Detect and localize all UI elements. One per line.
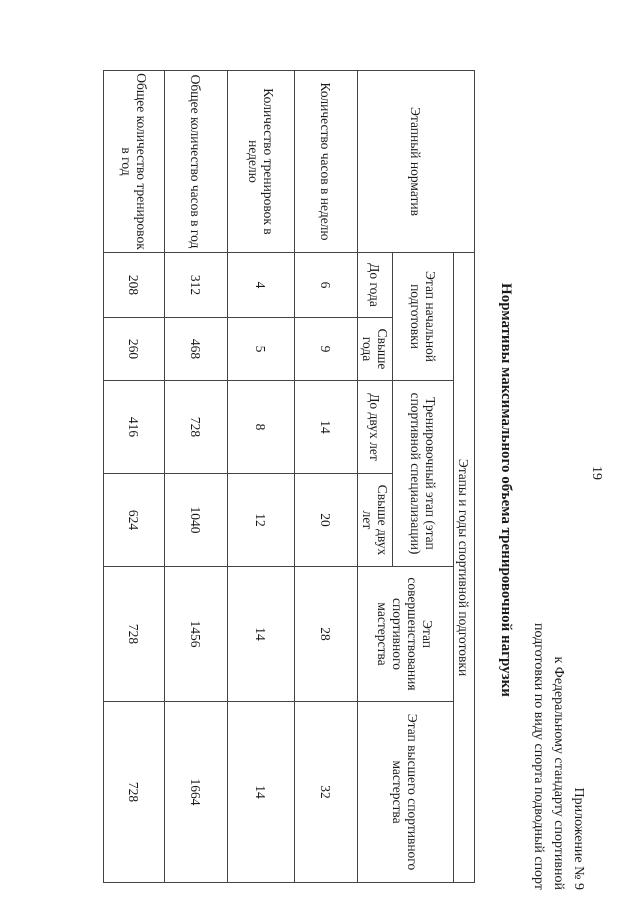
stage-higher: Этап высшего спортивного мастерства xyxy=(358,702,454,883)
table-cell: 28 xyxy=(295,567,358,702)
table-cell: 468 xyxy=(165,318,228,381)
table-row xyxy=(165,71,228,883)
table-cell: 1664 xyxy=(165,702,228,883)
sub-initial-over: Свыше года xyxy=(358,318,393,381)
table-cell: 14 xyxy=(228,702,295,883)
table-cell: 20 xyxy=(295,474,358,567)
table-cell: 14 xyxy=(228,567,295,702)
table-row xyxy=(104,71,165,883)
table-cell: 1040 xyxy=(165,474,228,567)
table-cell: 208 xyxy=(104,253,165,318)
stage-improvement: Этап совершенствования спортивного мастерства xyxy=(358,567,454,702)
header-row-1 xyxy=(454,71,475,883)
table-cell: 5 xyxy=(228,318,295,381)
table-cell: 728 xyxy=(165,381,228,474)
stage-training: Тренировочный этап (этап спортивной специализации) xyxy=(393,381,454,567)
table-cell: 6 xyxy=(295,253,358,318)
norms-table xyxy=(103,70,475,883)
table-cell: 260 xyxy=(104,318,165,381)
corner-header: Этапный норматив xyxy=(358,71,475,253)
group-header: Этапы и годы спортивной подготовки xyxy=(454,253,475,883)
sub-training-upto: До двух лет xyxy=(358,381,393,474)
page-number: 19 xyxy=(589,466,604,480)
table-cell: 32 xyxy=(295,702,358,883)
appendix-line-3: подготовки по виду спорта подводный спорт xyxy=(531,623,546,890)
row-label-trainings-year: Общее количество тренировок в год xyxy=(104,71,165,253)
sub-training-over: Свыше двух лет xyxy=(358,474,393,567)
sub-initial-upto: До года xyxy=(358,253,393,318)
table-cell: 14 xyxy=(295,381,358,474)
table-cell: 312 xyxy=(165,253,228,318)
table-cell: 4 xyxy=(228,253,295,318)
appendix-line-2: к Федеральному стандарту спортивной xyxy=(551,656,566,890)
table-cell: 416 xyxy=(104,381,165,474)
document-title: Нормативы максимального объема тренировочной нагрузки xyxy=(498,283,514,697)
stage-initial: Этап начальной подготовки xyxy=(393,253,454,381)
table-cell: 9 xyxy=(295,318,358,381)
table-cell: 624 xyxy=(104,474,165,567)
table-cell: 728 xyxy=(104,567,165,702)
table-row xyxy=(228,71,295,883)
table-row xyxy=(295,71,358,883)
row-label-hours-week: Количество часов в неделю xyxy=(295,71,358,253)
table-cell: 12 xyxy=(228,474,295,567)
row-label-trainings-week: Количество тренировок в неделю xyxy=(228,71,295,253)
table-cell: 728 xyxy=(104,702,165,883)
norms-table-container xyxy=(103,70,475,882)
row-label-hours-year: Общее количество часов в год xyxy=(165,71,228,253)
table-cell: 8 xyxy=(228,381,295,474)
table-cell: 1456 xyxy=(165,567,228,702)
appendix-line-1: Приложение № 9 xyxy=(571,787,586,890)
appendix-header xyxy=(528,500,588,890)
